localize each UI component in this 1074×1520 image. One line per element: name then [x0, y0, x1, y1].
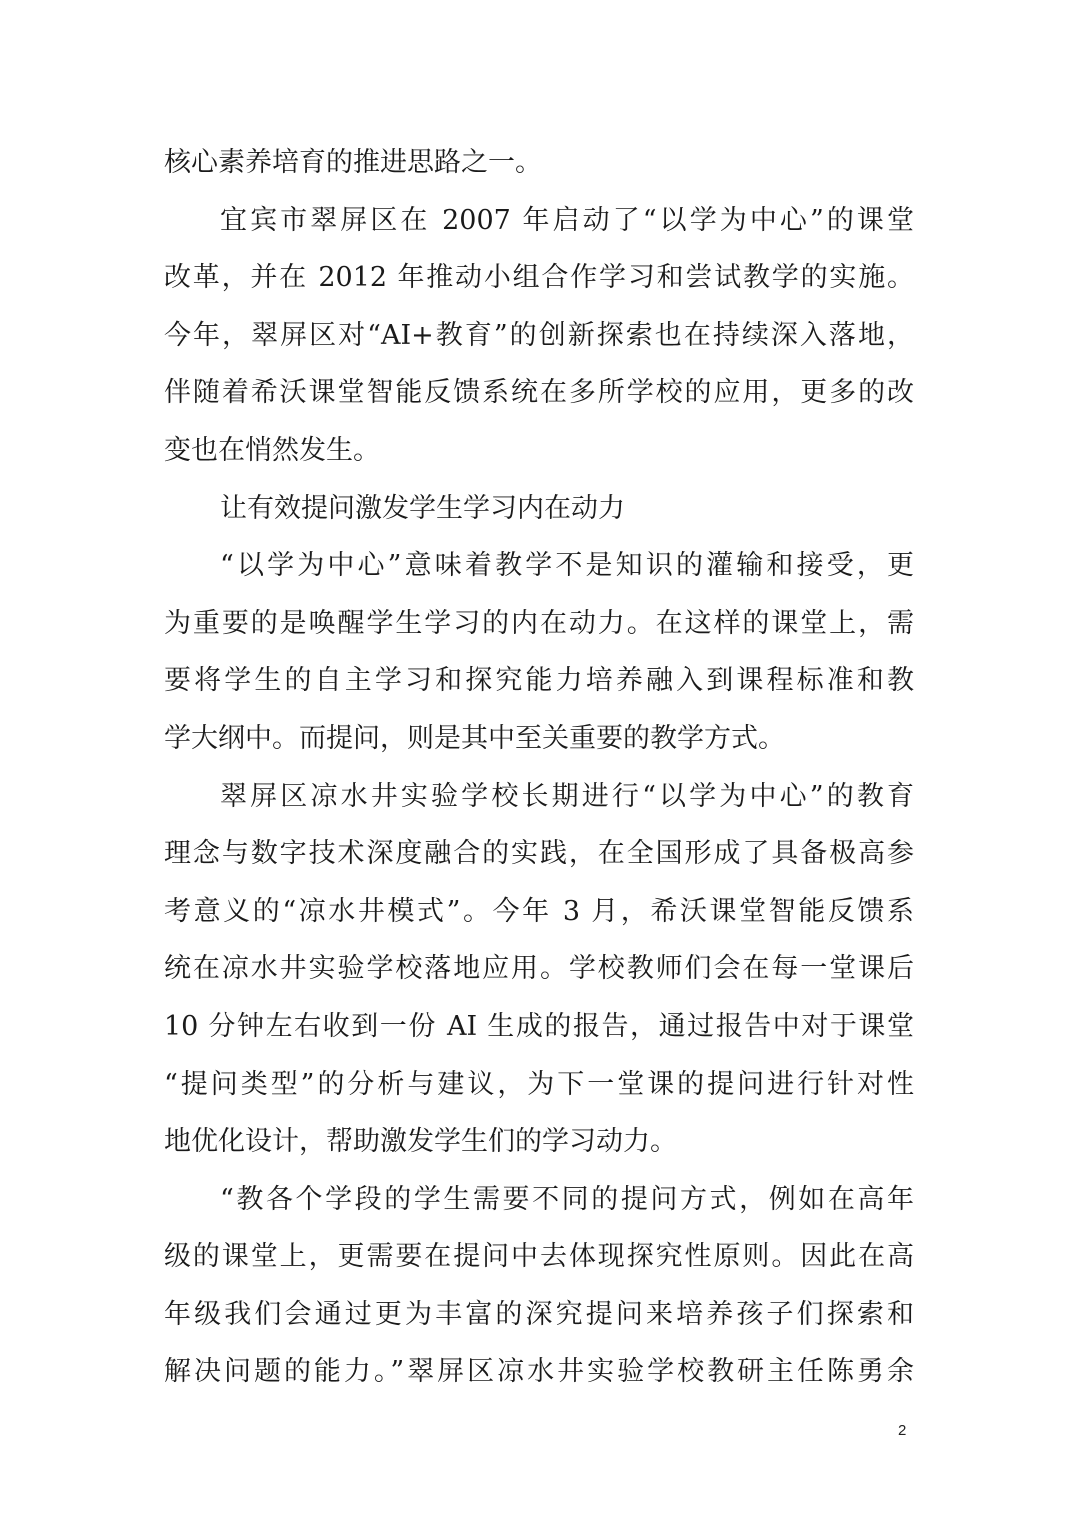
- text-line: 理念与数字技术深度融合的实践，在全国形成了具备极高参: [164, 838, 914, 870]
- text-line: “以学为中心”意味着教学不是知识的灌输和接受，更: [220, 550, 914, 582]
- text-line: 核心素养培育的推进思路之一。: [164, 147, 542, 178]
- text-line: 10 分钟左右收到一份 AI 生成的报告，通过报告中对于课堂: [164, 1010, 914, 1042]
- text-line: 级的课堂上，更需要在提问中去体现探究性原则。因此在高: [164, 1241, 914, 1273]
- text-line: 为重要的是唤醒学生学习的内在动力。在这样的课堂上，需: [164, 607, 914, 639]
- text-line: 改革，并在 2012 年推动小组合作学习和尝试教学的实施。: [164, 262, 914, 294]
- page-number: 2: [898, 1422, 907, 1439]
- document-body: [164, 134, 914, 1401]
- text-line: 要将学生的自主学习和探究能力培养融入到课程标准和教: [164, 665, 914, 697]
- text-line: 统在凉水井实验学校落地应用。学校教师们会在每一堂课后: [164, 953, 914, 985]
- text-line: 伴随着希沃课堂智能反馈系统在多所学校的应用，更多的改: [164, 377, 914, 409]
- text-line: 宜宾市翠屏区在 2007 年启动了“以学为中心”的课堂: [220, 204, 914, 236]
- text-line: 考意义的“凉水井模式”。今年 3 月，希沃课堂智能反馈系: [164, 895, 914, 927]
- text-line: 今年，翠屏区对“AI+教育”的创新探索也在持续深入落地，: [164, 319, 914, 351]
- text-line: 翠屏区凉水井实验学校长期进行“以学为中心”的教育: [220, 780, 914, 812]
- section-heading: 让有效提问激发学生学习内在动力: [220, 492, 625, 524]
- paragraph-block-main: [164, 537, 914, 1401]
- text-line: “提问类型”的分析与建议，为下一堂课的提问进行针对性: [164, 1068, 914, 1100]
- text-line: 解决问题的能力。”翠屏区凉水井实验学校教研主任陈勇余: [164, 1356, 914, 1388]
- text-line: 地优化设计，帮助激发学生们的学习动力。: [164, 1126, 677, 1158]
- text-line: “教各个学段的学生需要不同的提问方式，例如在高年: [220, 1183, 914, 1215]
- paragraph-block-intro: [164, 134, 914, 480]
- text-line: 年级我们会通过更为丰富的深究提问来培养孩子们探索和: [164, 1298, 914, 1330]
- text-line: 学大纲中。而提问，则是其中至关重要的教学方式。: [164, 722, 785, 754]
- text-line: 变也在悄然发生。: [164, 434, 380, 466]
